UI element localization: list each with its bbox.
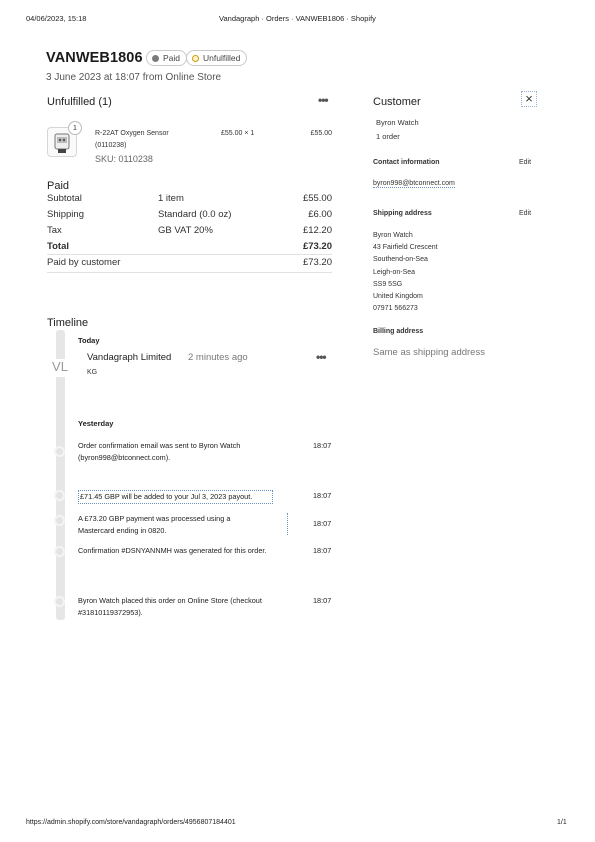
billing-address-heading: Billing address: [373, 328, 424, 335]
print-datetime: 04/06/2023, 15:18: [26, 14, 87, 23]
timeline-event-time: 18:07: [313, 491, 332, 500]
comment-author: Vandagraph Limited: [87, 352, 172, 363]
address-line: 43 Fairfield Crescent: [373, 244, 438, 252]
unfulfilled-heading: Unfulfilled (1): [47, 96, 112, 108]
address-line: United Kingdom: [373, 293, 423, 301]
product-unit-price: £55.00 × 1: [221, 130, 255, 137]
item-quantity-badge: 1: [68, 121, 82, 135]
total-label: Total: [47, 241, 69, 252]
timeline-event-dot: [54, 490, 65, 501]
timeline-event-dot: [54, 546, 65, 557]
comment-body: KG: [87, 369, 98, 376]
payment-row-label: Shipping: [47, 209, 84, 220]
paid-by-customer-amount: £73.20: [302, 257, 332, 268]
payment-row-amount: £12.20: [302, 225, 332, 236]
customer-heading: Customer: [373, 96, 421, 108]
timeline-event-text: Confirmation #DSNYANNMH was generated for this order.: [78, 546, 267, 555]
fulfillment-status-badge: [186, 50, 247, 66]
timeline-event-dot: [54, 515, 65, 526]
comment-more-actions-icon[interactable]: •••: [316, 350, 326, 364]
timeline-event-text: A £73.20 GBP payment was processed using a: [78, 514, 231, 523]
product-name-link[interactable]: R-22AT Oxygen Sensor: [95, 130, 169, 137]
timeline-event-text: Order confirmation email was sent to Byron Watch: [78, 441, 241, 450]
timeline-event-text: Byron Watch placed this order on Online Store (checkout: [78, 596, 262, 605]
total-amount: £73.20: [302, 241, 332, 252]
order-number: VANWEB1806: [46, 50, 143, 66]
customer-email-link[interactable]: byron998@btconnect.com: [373, 180, 455, 187]
comment-time: 2 minutes ago: [188, 352, 248, 363]
payment-row-tax: [47, 225, 332, 241]
shipping-address-block: [373, 230, 438, 315]
shipping-address-heading: Shipping address: [373, 210, 432, 217]
timeline-today-label: Today: [78, 336, 100, 345]
paid-status-icon: [152, 55, 159, 62]
unfulfilled-status-icon: [192, 55, 199, 62]
address-line: SS9 5SG: [373, 280, 403, 288]
timeline-heading: Timeline: [47, 317, 89, 329]
edit-shipping-button[interactable]: Edit: [519, 210, 532, 217]
payment-row-detail: 1 item: [158, 193, 184, 204]
timeline-event-time: 18:07: [313, 596, 332, 605]
timeline-event-text-line2: #31810119372953).: [78, 608, 143, 617]
address-line-phone: 07971 566273: [373, 305, 418, 313]
timeline-event-payment[interactable]: [78, 513, 288, 537]
timeline-event-time: 18:07: [313, 519, 332, 528]
timeline-event-text: £71.45 GBP will be added to your Jul 3, 2023 payout.: [80, 492, 253, 501]
print-page-title: Vandagraph · Orders · VANWEB1806 · Shopify: [219, 14, 376, 23]
timeline-event-order-placed[interactable]: [78, 595, 310, 619]
customer-name-link[interactable]: Byron Watch: [376, 118, 419, 127]
payment-row-shipping: [47, 209, 332, 225]
customer-order-count-link[interactable]: 1 order: [376, 132, 400, 141]
payment-row-detail: GB VAT 20%: [158, 225, 213, 236]
payment-row-amount: £6.00: [308, 209, 332, 220]
payment-bottom-divider: [47, 272, 332, 273]
timeline-event-confirmation[interactable]: [78, 545, 310, 557]
timeline-yesterday-label: Yesterday: [78, 419, 114, 428]
contact-information-heading: Contact information: [373, 159, 440, 166]
paid-by-customer-label: Paid by customer: [47, 257, 121, 268]
timeline-event-dot: [54, 596, 65, 607]
timeline-event-dot: [54, 446, 65, 457]
print-page-number: 1/1: [557, 819, 567, 826]
fulfillment-more-actions-icon[interactable]: •••: [318, 93, 328, 107]
payment-row-detail: Standard (0.0 oz): [158, 209, 232, 220]
product-sku: SKU: 0110238: [95, 154, 153, 164]
order-subtitle: 3 June 2023 at 18:07 from Online Store: [46, 72, 222, 83]
edit-contact-button[interactable]: Edit: [519, 159, 532, 166]
product-line-total: £55.00: [310, 130, 332, 137]
timeline-event-payout[interactable]: [78, 490, 273, 504]
address-line: Southend-on-Sea: [373, 256, 428, 264]
timeline-event-time: 18:07: [313, 546, 332, 555]
payment-status-label: Paid: [163, 53, 181, 63]
payment-status-badge: [146, 50, 187, 66]
payment-row-subtotal: [47, 193, 332, 209]
payment-row-label: Tax: [47, 225, 62, 236]
expand-event-icon[interactable]: [284, 513, 288, 535]
fulfillment-status-label: Unfulfilled: [203, 53, 241, 63]
billing-address-value: Same as shipping address: [373, 347, 485, 358]
author-avatar: VL: [49, 359, 71, 377]
payment-heading: Paid: [47, 180, 70, 192]
payment-row-label: Subtotal: [47, 193, 82, 204]
paid-by-customer-row: [47, 257, 332, 271]
payment-row-amount: £55.00: [302, 193, 332, 204]
timeline-event-text-line2: (byron998@btconnect.com).: [78, 453, 171, 462]
product-name-line2[interactable]: (0110238): [95, 142, 127, 149]
payment-divider: [47, 254, 332, 255]
payment-summary: [47, 193, 332, 257]
address-line: Leigh-on-Sea: [373, 268, 416, 276]
print-url: https://admin.shopify.com/store/vandagraph/orders/4956807184401: [26, 819, 236, 826]
address-line: Byron Watch: [373, 232, 413, 239]
close-icon[interactable]: ×: [521, 91, 537, 107]
timeline-event-email[interactable]: [78, 440, 298, 464]
timeline-event-time: 18:07: [313, 441, 332, 450]
timeline-event-text-line2: Mastercard ending in 0820.: [78, 526, 167, 535]
